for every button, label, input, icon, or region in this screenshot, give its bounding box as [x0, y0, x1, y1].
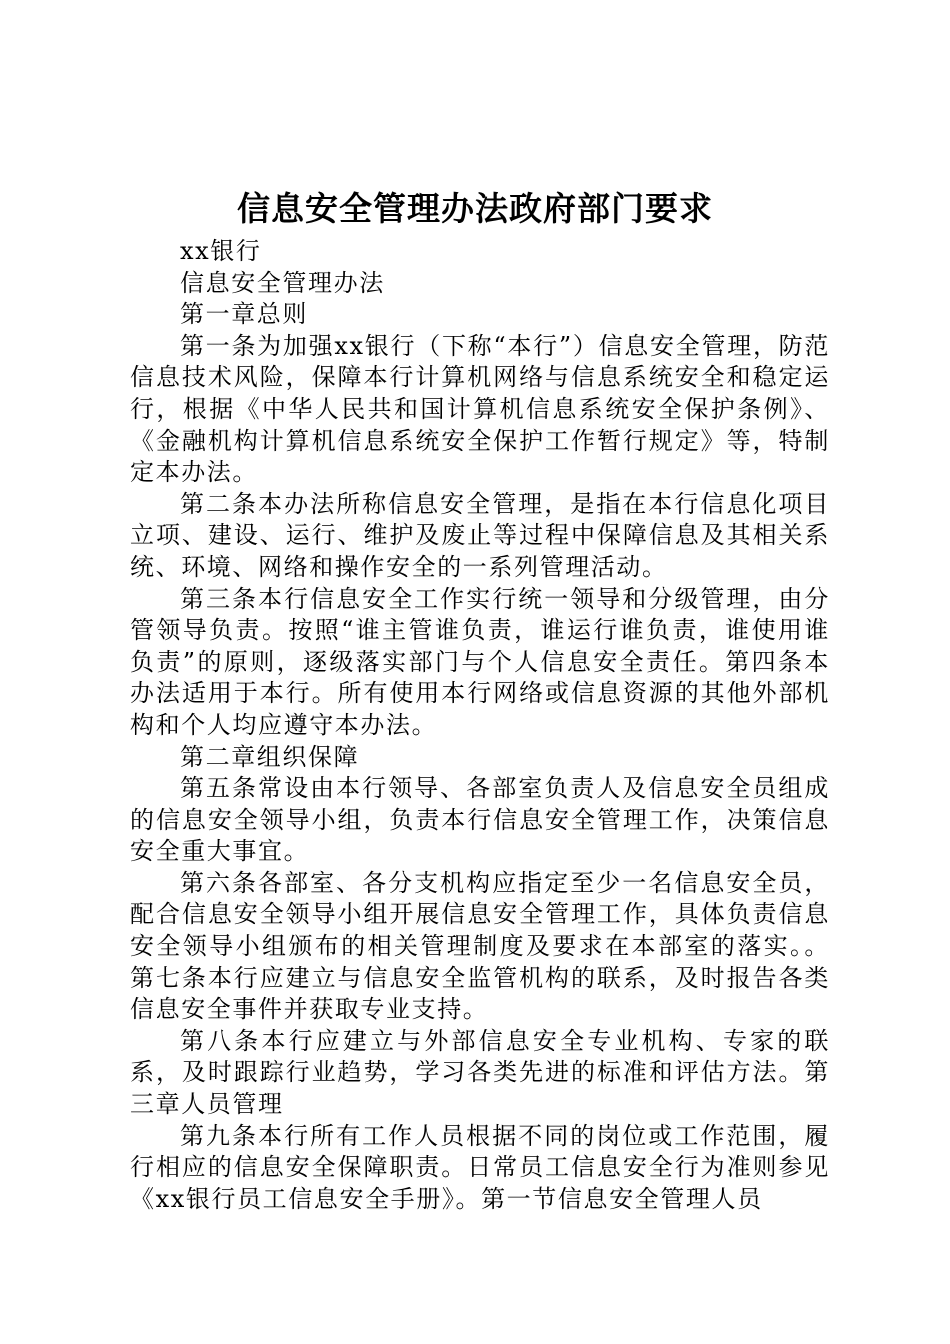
document-title: 信息安全管理办法政府部门要求 — [237, 189, 713, 228]
paragraph-doc-name: 信息安全管理办法 — [180, 268, 385, 297]
paragraph-article-1: 第一条为加强xx银行（下称“本行”）信息安全管理，防范信息技术风险，保障本行计算机网络与信息系统安全和稳定运行，根据《中华人民共和国计算机信息系统安全保护条例》、《金融机构计算机信息系统安全保护工作暂行规定》等，特制定本办法。 — [130, 331, 830, 487]
paragraph-article-2: 第二条本办法所称信息安全管理，是指在本行信息化项目立项、建设、运行、维护及废止等过程中保障信息及其相关系统、环境、网络和操作安全的一系列管理活动。 — [130, 489, 830, 581]
paragraph-article-3: 第三条本行信息安全工作实行统一领导和分级管理，由分管领导负责。按照“谁主管谁负责，谁运行谁负责，谁使用谁负责”的原则，逐级落实部门与个人信息安全责任。第四条本办法适用于本行。所有使用本行网络或信息资源的其他外部机构和个人均应遵守本办法。 — [130, 584, 830, 739]
paragraph-article-6: 第六条各部室、各分支机构应指定至少一名信息安全员，配合信息安全领导小组开展信息安全管理工作，具体负责信息安全领导小组颁布的相关管理制度及要求在本部室的落实。。第七条本行应建立与信息安全监管机构的联系，及时报告各类信息安全事件并获取专业支持。 — [130, 868, 830, 1024]
document-body — [130, 236, 830, 1215]
paragraph-chapter-1: 第一章总则 — [180, 300, 308, 329]
paragraph-article-9: 第九条本行所有工作人员根据不同的岗位或工作范围，履行相应的信息安全保障职责。日常员工信息安全行为准则参见《xx银行员工信息安全手册》。第一节信息安全管理人员 — [130, 1121, 830, 1213]
paragraph-article-8: 第八条本行应建立与外部信息安全专业机构、专家的联系，及时跟踪行业趋势，学习各类先进的标准和评估方法。第三章人员管理 — [130, 1026, 830, 1119]
paragraph-bank-name: xx银行 — [180, 237, 262, 265]
paragraph-article-5: 第五条常设由本行领导、各部室负责人及信息安全员组成的信息安全领导小组，负责本行信息安全管理工作，决策信息安全重大事宜。 — [130, 774, 830, 866]
paragraph-chapter-2: 第二章组织保障 — [180, 742, 360, 771]
